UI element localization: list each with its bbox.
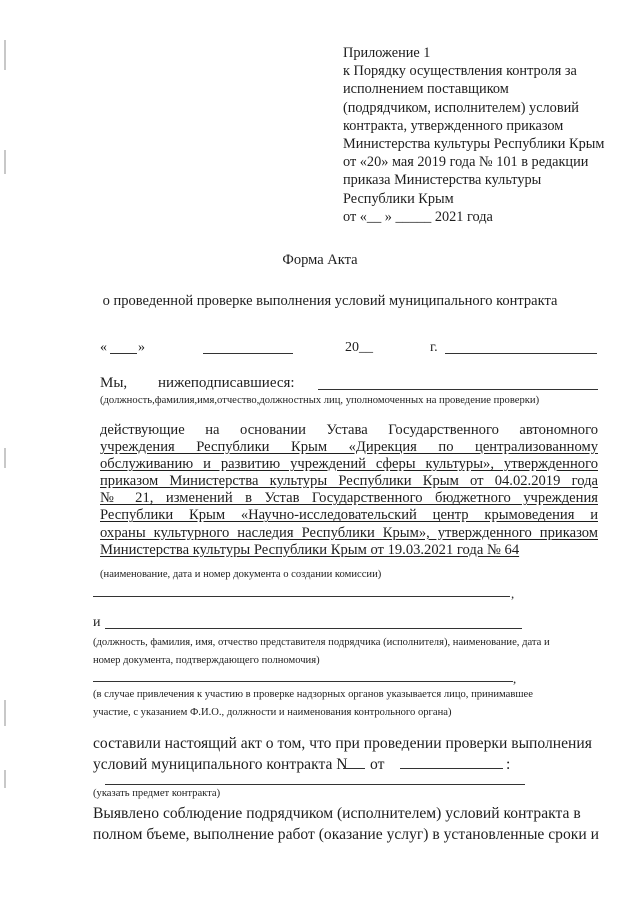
basis-paragraph: [100, 422, 598, 559]
finding-paragraph: [93, 803, 599, 845]
contractor-hint: (должность, фамилия, имя, отчество представителя подрядчика (исполнителя), наименование, дата и: [93, 637, 550, 648]
basis-line: охраны культурного наследия Республики Крым», утвержденного приказом: [100, 524, 598, 541]
contractor-comma: ,: [513, 671, 517, 686]
form-title: Форма Акта: [282, 252, 358, 268]
supervisory-hint: участие, с указанием Ф.И.О., должности и наименования контрольного органа): [93, 707, 452, 718]
undersigned-label: нижеподписавшиеся:: [158, 375, 295, 391]
signatories-hint: (должность,фамилия,имя,отчество,должностных лиц, уполномоченных на проведение проверки): [100, 395, 540, 406]
year-prefix: 20__: [345, 340, 373, 355]
contractor-blank-field[interactable]: [105, 628, 522, 629]
supervisory-blank-field[interactable]: [93, 681, 513, 682]
day-quote-open: «: [100, 340, 107, 355]
basis-line: Республики Крым «Научно-исследовательский центр крымоведения и: [100, 507, 598, 524]
appendix-line: к Порядку осуществления контроля за: [343, 63, 577, 80]
basis-blank-field[interactable]: [93, 596, 510, 597]
basis-line: приказом Министерства культуры Республики Крым от 04.02.2019 года: [100, 473, 598, 490]
basis-hint: (наименование, дата и номер документа о создании комиссии): [100, 569, 382, 580]
appendix-line: контракта, утвержденного приказом: [343, 117, 564, 134]
act-colon: :: [506, 756, 511, 773]
contractor-hint: номер документа, подтверждающего полномочия): [93, 655, 320, 666]
finding-line: Выявлено соблюдение подрядчиком (исполнителем) условий контракта в: [93, 805, 581, 822]
act-line: составили настоящий акт о том, что при проведении проверки выполнения: [93, 735, 592, 752]
subject-hint: (указать предмет контракта): [93, 788, 221, 799]
finding-line: полном бъеме, выполнение работ (оказание услуг) в установленные сроки и: [93, 826, 599, 843]
appendix-line: исполнением поставщиком: [343, 81, 509, 98]
signatories-blank-field[interactable]: [318, 389, 598, 390]
appendix-line: Приложение 1: [343, 45, 431, 61]
basis-comma: ,: [511, 586, 515, 601]
city-prefix: г.: [430, 340, 438, 355]
and-label: и: [93, 615, 101, 630]
act-line: [93, 754, 593, 775]
month-blank-field[interactable]: [203, 353, 293, 354]
supervisory-hint: (в случае привлечения к участию в проверке надзорных органов указывается лицо, принимавшее: [93, 689, 533, 700]
basis-line: действующие на основании Устава Государственного автономного: [100, 422, 598, 438]
appendix-line: от «__ » _____ 2021 года: [343, 208, 493, 225]
date-place-row: [0, 340, 640, 360]
appendix-line: приказа Министерства культуры: [343, 172, 542, 189]
day-blank-field[interactable]: [110, 353, 137, 354]
appendix-line: Республики Крым: [343, 190, 454, 207]
scan-margin-marks: [4, 0, 8, 905]
from-label: от: [370, 756, 385, 773]
day-quote-close: »: [138, 340, 145, 355]
appendix-line: от «20» мая 2019 года № 101 в редакции: [343, 154, 589, 171]
appendix-line: (подрядчиком, исполнителем) условий: [343, 99, 579, 116]
basis-line: обслуживанию и развитию учреждений сферы культуры», утвержденного: [100, 456, 598, 473]
contract-number-prefix: условий муниципального контракта N: [93, 756, 348, 773]
form-subtitle: о проведенной проверке выполнения условий муниципального контракта: [102, 293, 558, 309]
we-label: Мы,: [100, 375, 128, 391]
contract-date-field[interactable]: [400, 768, 503, 769]
basis-line: учреждения Республики Крым «Дирекция по централизованному: [100, 439, 598, 456]
appendix-header: [343, 44, 628, 226]
contract-number-field[interactable]: [343, 768, 365, 769]
appendix-line: Министерства культуры Республики Крым: [343, 136, 605, 153]
basis-line: № 21, изменений в Устав Государственного бюджетного учреждения: [100, 490, 598, 507]
city-blank-field[interactable]: [445, 353, 597, 354]
basis-line: Министерства культуры Республики Крым от 19.03.2021 года № 64: [100, 541, 520, 558]
